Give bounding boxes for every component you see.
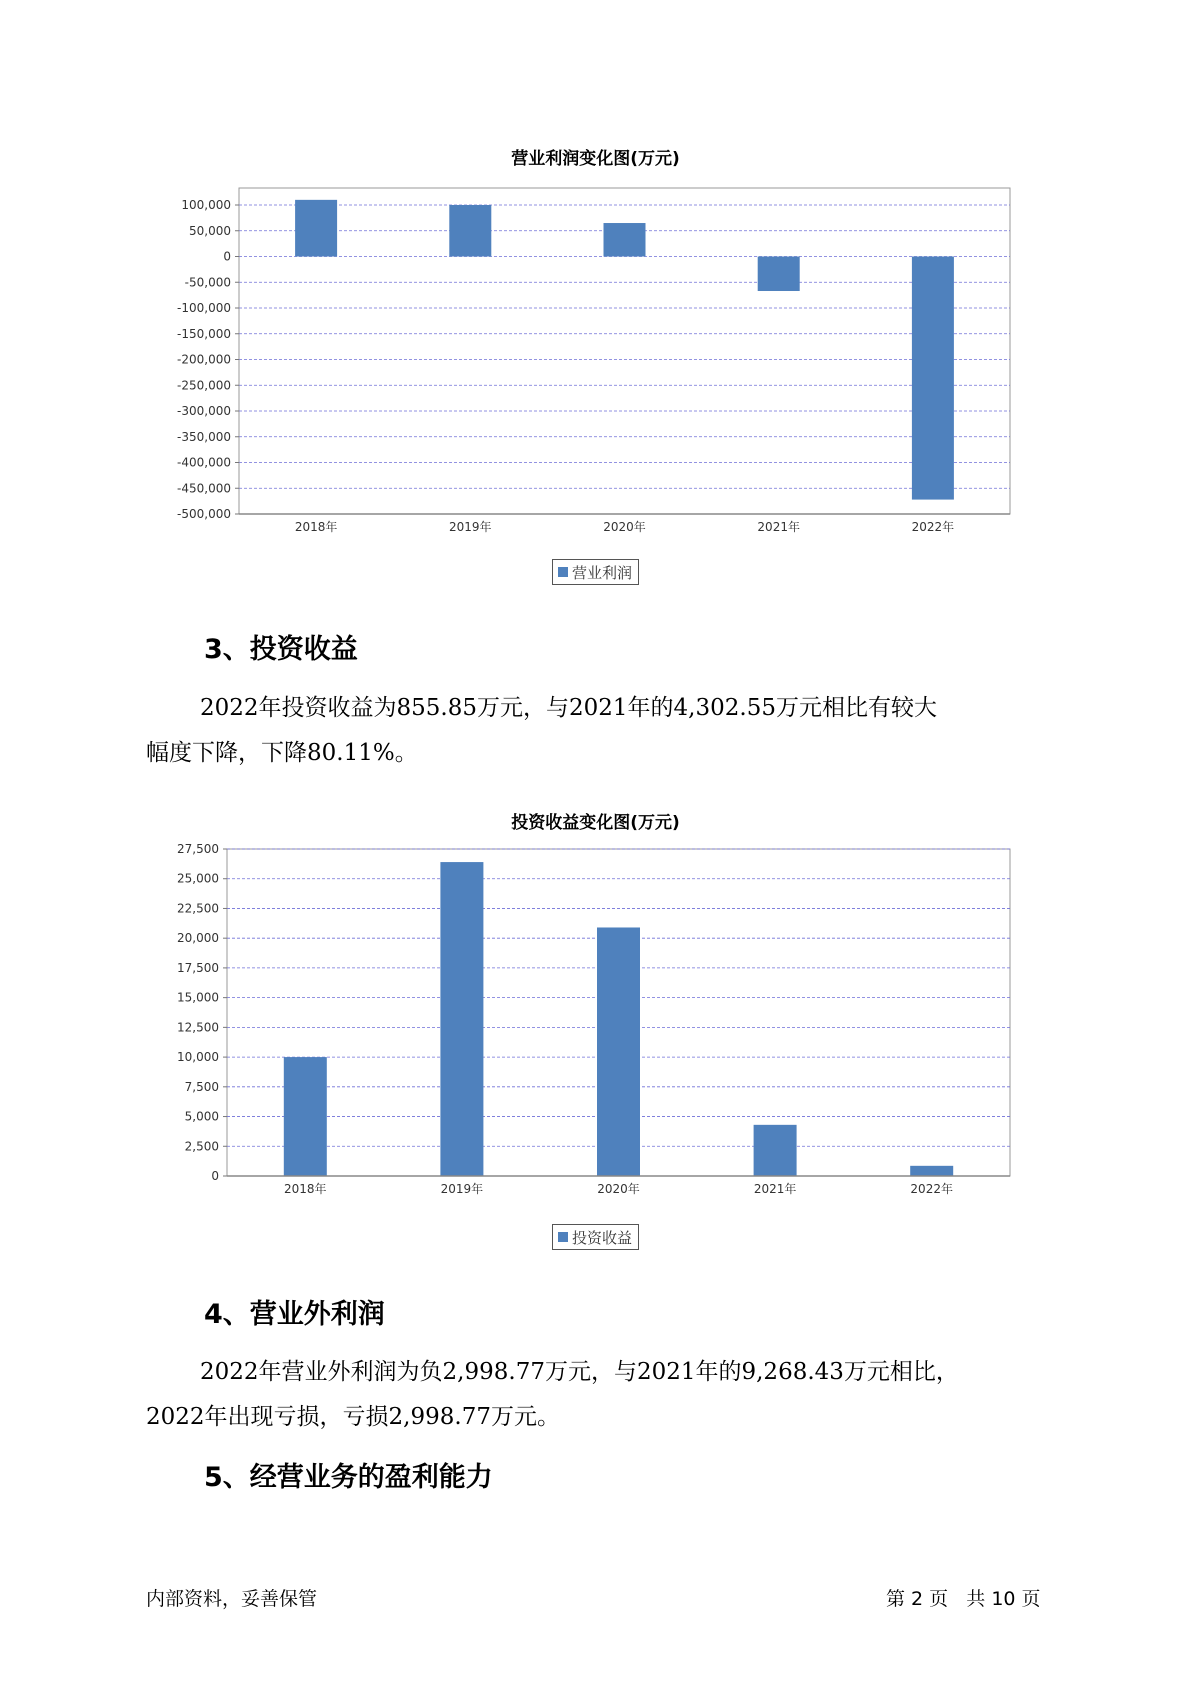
bar — [284, 1057, 327, 1176]
y-tick-label: 0 — [211, 1169, 219, 1183]
x-tick-label: 2019年 — [440, 1182, 484, 1196]
y-tick-label: -400,000 — [177, 455, 231, 470]
y-tick-label: -300,000 — [177, 404, 231, 418]
y-tick-label: 0 — [223, 249, 231, 264]
y-tick-label: 27,500 — [177, 842, 219, 856]
paragraph-line: 2022年出现亏损，亏损2,998.77万元。 — [146, 1404, 560, 1430]
y-tick-label: 2,500 — [184, 1139, 219, 1154]
y-tick-label: 22,500 — [177, 901, 219, 916]
x-tick-label: 2022年 — [911, 520, 955, 534]
y-tick-label: 25,000 — [177, 871, 219, 886]
y-tick-label: 5,000 — [184, 1109, 219, 1124]
x-tick-label: 2019年 — [449, 520, 492, 534]
y-tick-label: -350,000 — [177, 429, 231, 444]
y-tick-label: 15,000 — [177, 990, 219, 1005]
y-tick-label: 50,000 — [189, 223, 231, 238]
section-heading-investment-income: 3、投资收益 — [204, 634, 358, 665]
x-tick-label: 2022年 — [910, 1182, 953, 1196]
footer-page-number: 第 2 页 共 10 页 — [886, 1588, 1041, 1610]
bar — [910, 1166, 953, 1176]
chart-title-investment-income: 投资收益变化图(万元) — [511, 813, 680, 833]
x-tick-label: 2018年 — [284, 1182, 327, 1196]
y-tick-label: 10,000 — [177, 1050, 219, 1065]
y-tick-label: -50,000 — [184, 275, 231, 290]
footer-confidential-note: 内部资料，妥善保管 — [146, 1588, 318, 1610]
y-tick-label: 7,500 — [184, 1079, 219, 1094]
y-tick-label: -450,000 — [177, 481, 231, 496]
bar — [440, 862, 483, 1176]
x-tick-label: 2020年 — [603, 520, 646, 534]
chart-legend-investment-income — [552, 1224, 639, 1250]
y-tick-label: 12,500 — [177, 1020, 219, 1035]
paragraph-non-operating-profit — [146, 1350, 1046, 1440]
section-heading-non-operating-profit: 4、营业外利润 — [204, 1299, 385, 1330]
y-tick-label: 20,000 — [177, 931, 219, 946]
paragraph-line: 2022年投资收益为855.85万元，与2021年的4,302.55万元相比有较大 — [200, 695, 937, 721]
y-tick-label: -150,000 — [177, 326, 231, 341]
y-tick-label: 17,500 — [177, 960, 219, 975]
legend-label: 投资收益 — [572, 1228, 633, 1247]
section-heading-operating-profitability: 5、经营业务的盈利能力 — [204, 1462, 493, 1493]
legend-label: 营业利润 — [572, 563, 633, 582]
x-tick-label: 2021年 — [757, 520, 800, 534]
y-tick-label: -500,000 — [177, 507, 231, 521]
paragraph-line: 2022年营业外利润为负2,998.77万元，与2021年的9,268.43万元相比， — [200, 1359, 959, 1385]
x-tick-label: 2020年 — [597, 1182, 640, 1196]
y-tick-label: -250,000 — [177, 378, 231, 393]
bar — [754, 1125, 797, 1176]
y-tick-label: -200,000 — [177, 352, 231, 367]
chart-title-operating-profit: 营业利润变化图(万元) — [511, 149, 680, 169]
x-tick-label: 2021年 — [753, 1182, 797, 1196]
y-tick-label: -100,000 — [177, 301, 231, 315]
x-tick-label: 2018年 — [294, 520, 338, 534]
paragraph-line: 幅度下降，下降80.11%。 — [146, 740, 418, 766]
bar — [597, 927, 640, 1176]
y-tick-label: 100,000 — [181, 198, 231, 212]
legend-swatch — [558, 1232, 568, 1242]
